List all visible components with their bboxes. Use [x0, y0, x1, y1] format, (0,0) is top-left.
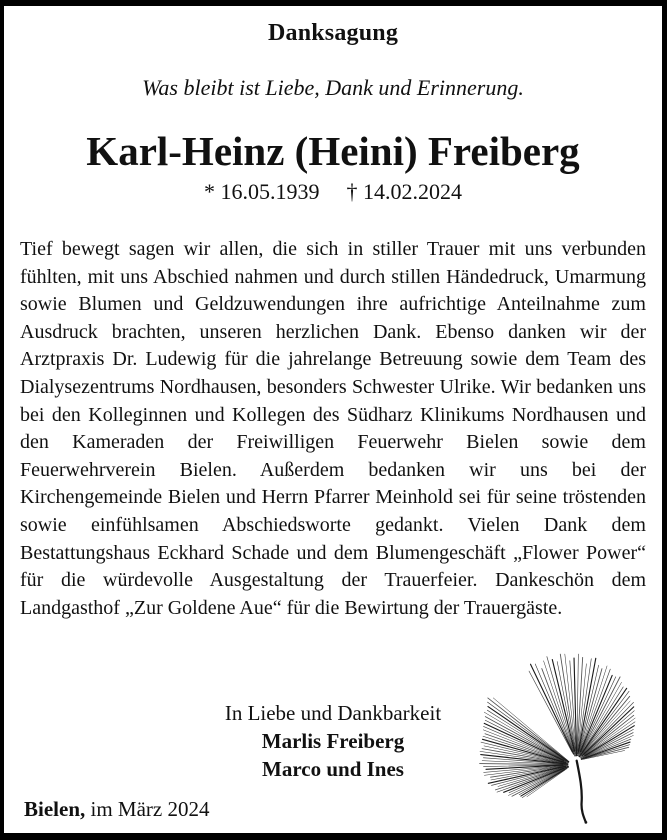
closing-phrase: In Liebe und Dankbarkeit: [224, 701, 442, 725]
death-date: † 14.02.2024: [346, 179, 462, 204]
place-name: Bielen,: [24, 797, 86, 821]
date-text: im März 2024: [90, 797, 210, 821]
life-dates: [4, 178, 662, 206]
ginkgo-leaf-illustration: [463, 650, 659, 840]
leaf-stem: [577, 761, 586, 822]
leaf-stem-tip: [585, 821, 588, 824]
thank-you-body-text: Tief bewegt sagen wir allen, die sich in stiller Trauer mit uns verbunden fühlten, mit uns Abschied nahmen und durch stillen Händedruck, Umarmung sowie Blumen und Geldzuwendungen ihre aufrichtige Anteilnahme zum Ausdruck brachten, unseren herzlichen Dank. Ebenso danken wir der Arztpraxis Dr. Ludewig für die jahrelange Betreuung sowie dem Team des Dialysezentrums Nordhausen, besonders Schwester Ulrike. Wir bedanken uns bei den Kolleginnen und Kollegen des Südharz Klinikums Nordhausen und den Kameraden der Freiwilligen Feuerwehr Bielen sowie dem Feuerwehrverein Bielen. Außerdem bedanken wir uns bei der Kirchengemeinde Bielen und Herrn Pfarrer Meinhold sei für seine tröstenden sowie einfühlsamen Abschiedsworte gedankt. Vielen Dank dem Bestattungshaus Eckhard Schade und dem Blumengeschäft „Flower Power“ für die würdevolle Ausgestaltung der Trauerfeier. Dankeschön dem Landgasthof „Zur Goldene Aue“ für die Bewirtung der Trauergäste.: [20, 238, 646, 619]
mourner-name-2: Marco und Ines: [262, 757, 404, 781]
birth-date: * 16.05.1939: [204, 179, 320, 204]
notice-type-heading: Danksagung: [267, 20, 399, 46]
deceased-name: Karl-Heinz (Heini) Freiberg: [86, 128, 580, 174]
mourner-name-1: Marlis Freiberg: [261, 729, 405, 753]
place-and-date-line: [24, 795, 209, 823]
epigraph-line: Was bleibt ist Liebe, Dank und Erinnerung.: [142, 75, 524, 100]
